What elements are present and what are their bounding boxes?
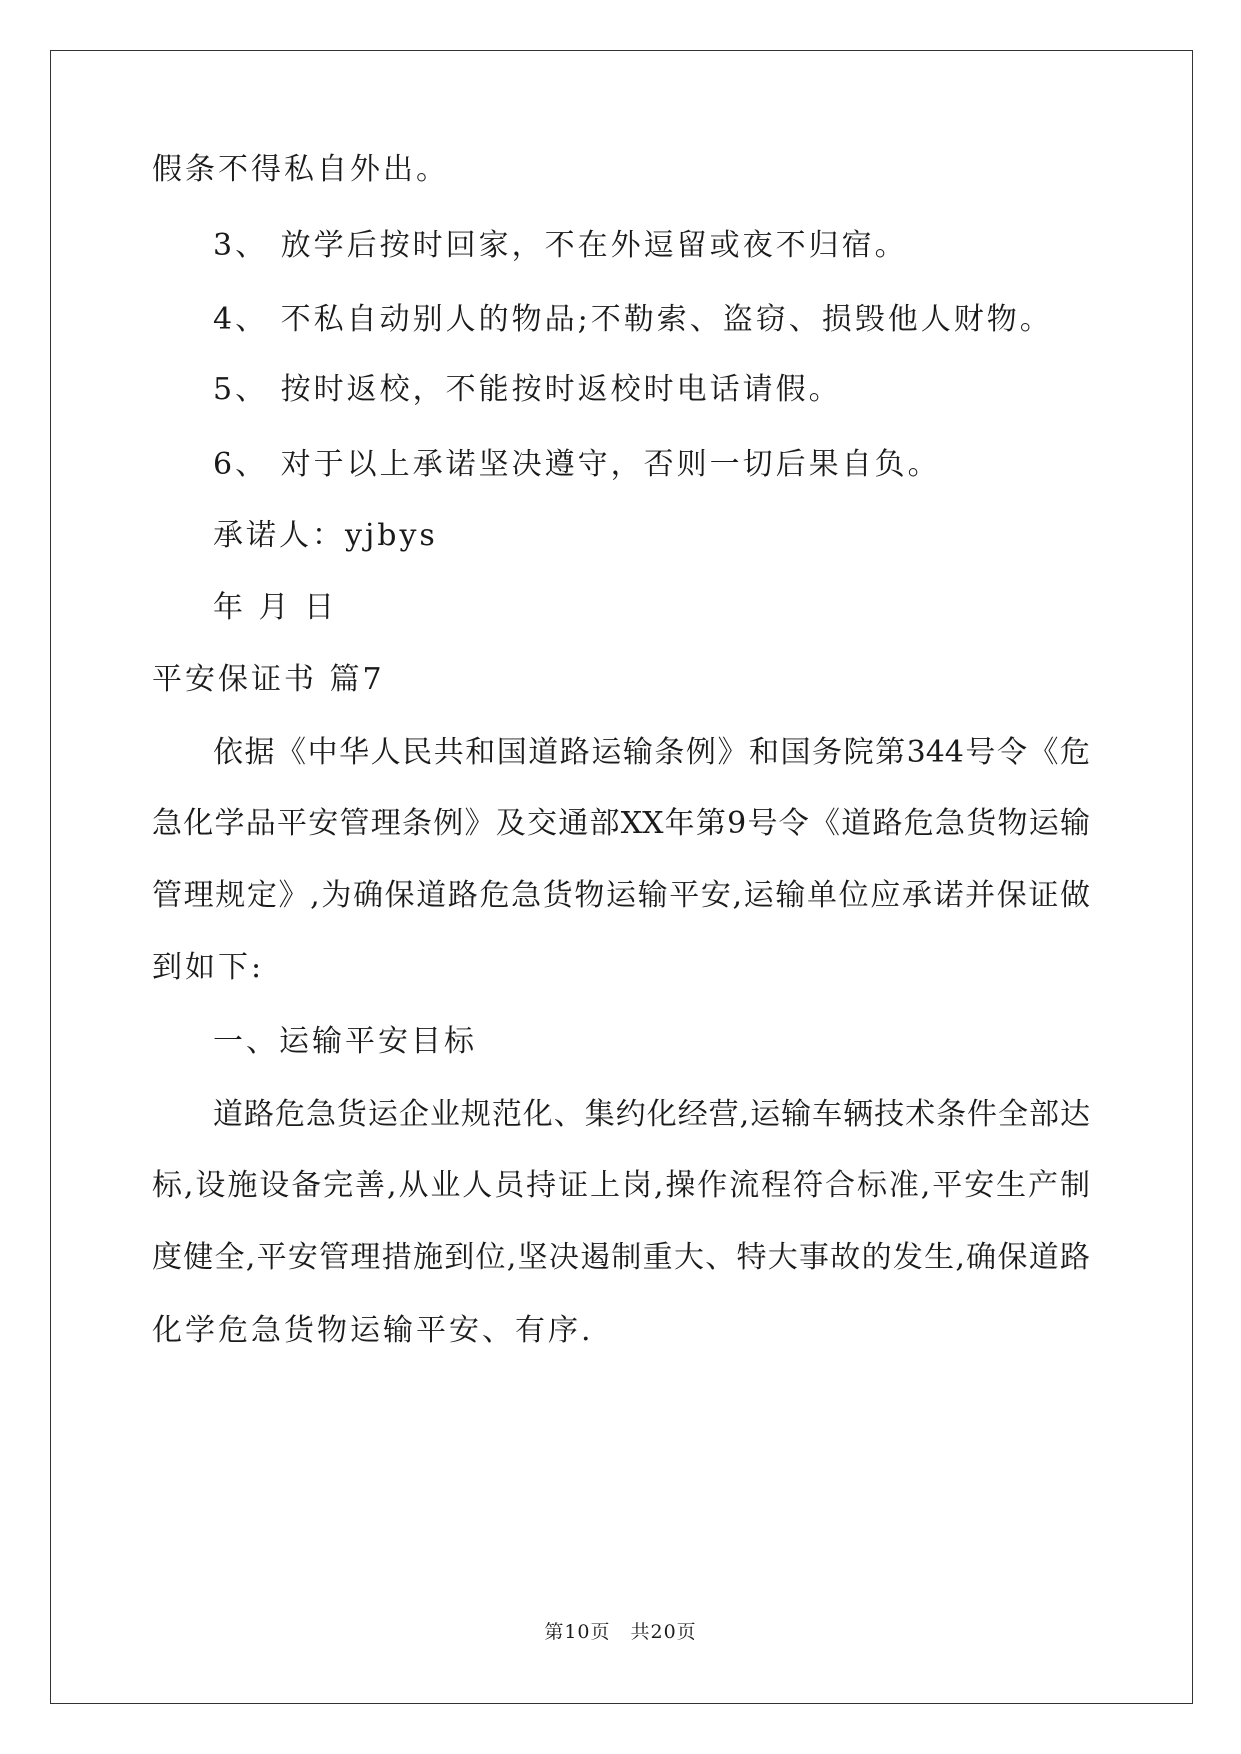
paragraph-line: 到如下: <box>152 950 265 985</box>
paragraph-line: 度健全,平安管理措施到位,坚决遏制重大、特大事故的发生,确保道路 <box>152 1240 1090 1275</box>
list-item: 4、 不私自动别人的物品;不勒索、盗窃、损毁他人财物。 <box>213 302 1053 337</box>
subsection-heading: 一、运输平安目标 <box>213 1024 477 1059</box>
paragraph-line: 急化学品平安管理条例》及交通部XX年第9号令《道路危急货物运输 <box>152 806 1090 841</box>
paragraph-line: 化学危急货物运输平安、有序. <box>152 1313 594 1348</box>
page-number-footer: 第10页 共20页 <box>544 1621 697 1643</box>
date-line: 年 月 日 <box>213 590 338 625</box>
signatory-line: 承诺人：yjbys <box>213 518 438 553</box>
list-item: 5、 按时返校，不能按时返校时电话请假。 <box>213 372 842 407</box>
list-item: 6、 对于以上承诺坚决遵守，否则一切后果自负。 <box>213 447 941 482</box>
paragraph-line: 道路危急货运企业规范化、集约化经营,运输车辆技术条件全部达 <box>213 1097 1090 1132</box>
section-heading: 平安保证书 篇7 <box>152 662 385 697</box>
paragraph-line: 标,设施设备完善,从业人员持证上岗,操作流程符合标准,平安生产制 <box>152 1168 1090 1203</box>
list-item: 3、 放学后按时回家，不在外逗留或夜不归宿。 <box>213 228 908 263</box>
paragraph-line: 管理规定》,为确保道路危急货物运输平安,运输单位应承诺并保证做 <box>152 878 1090 913</box>
body-line: 假条不得私自外出。 <box>152 152 449 187</box>
paragraph-line: 依据《中华人民共和国道路运输条例》和国务院第344号令《危 <box>213 735 1090 770</box>
